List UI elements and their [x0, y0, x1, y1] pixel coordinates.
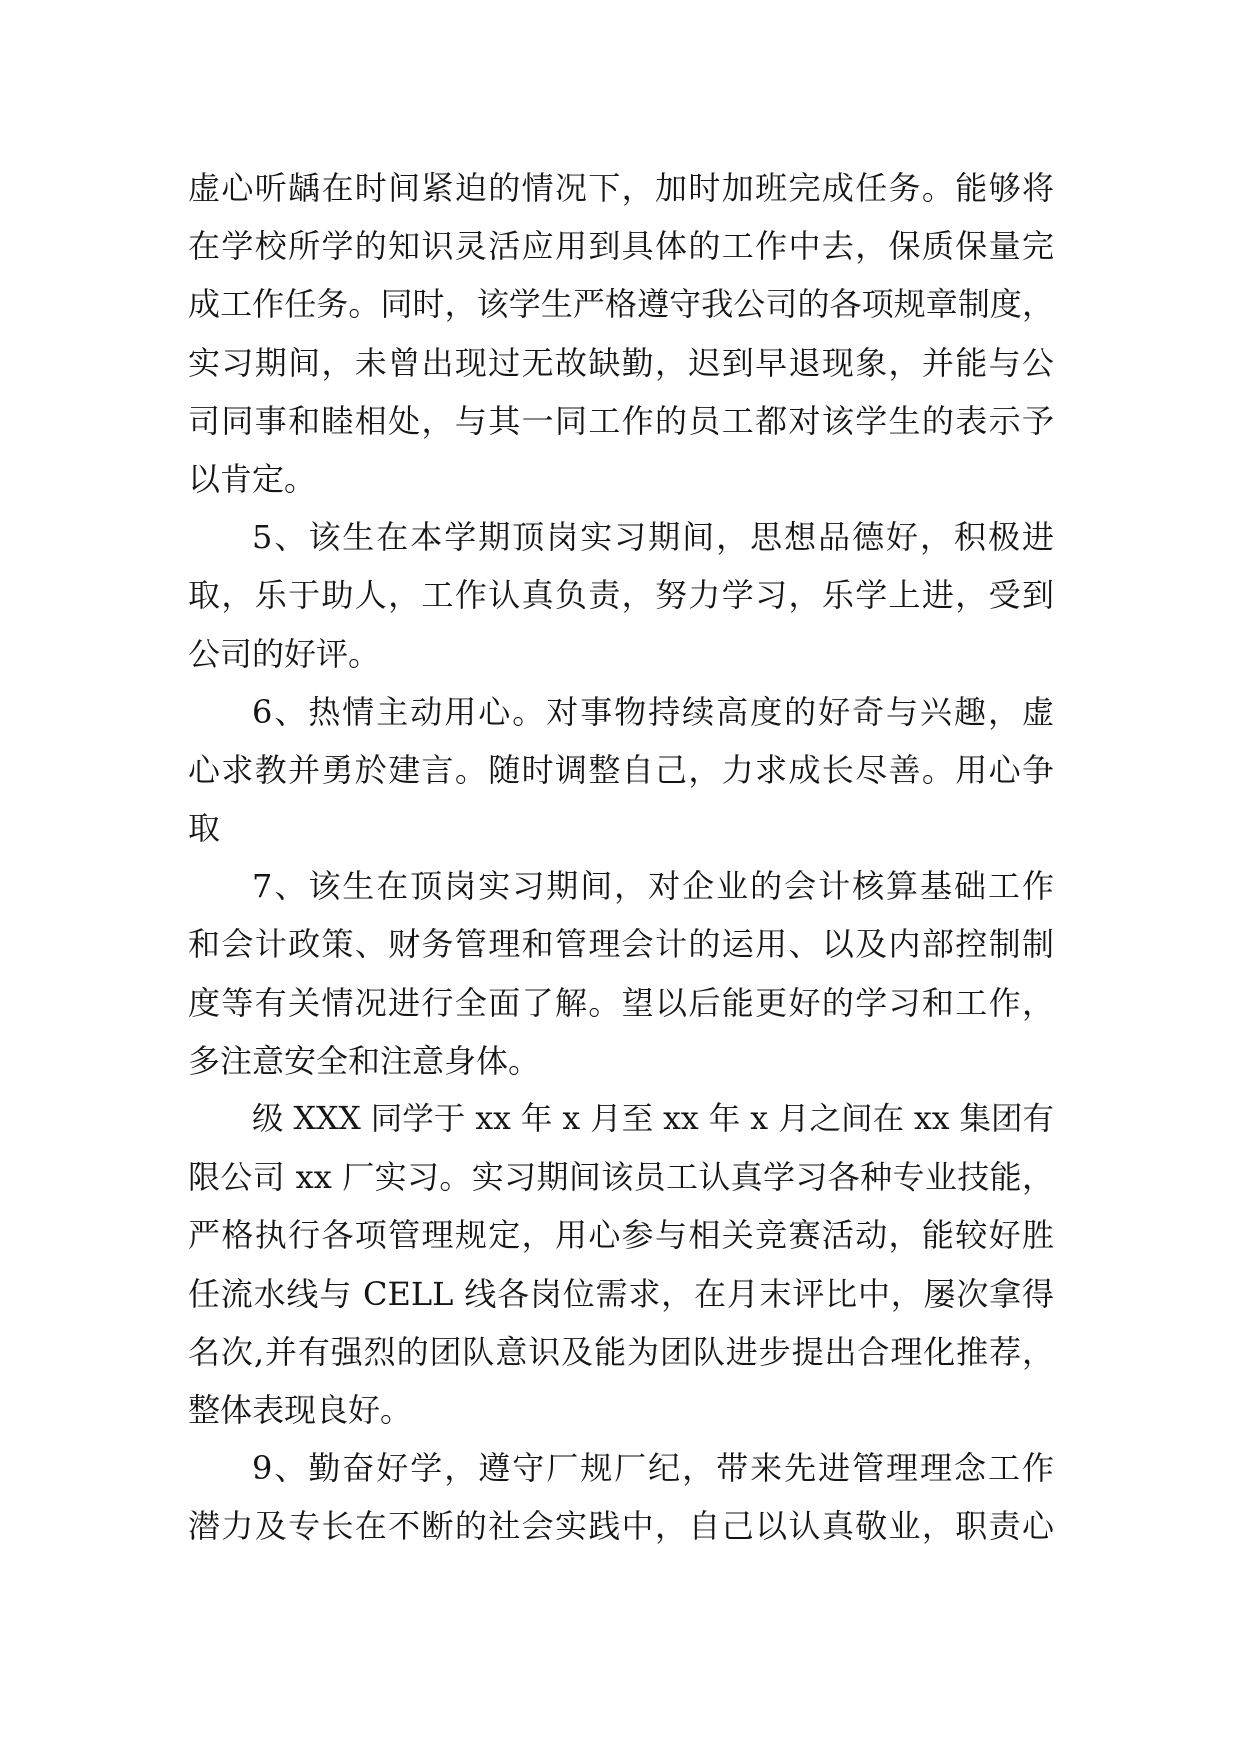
text-line: 公司的好评。 [188, 634, 381, 673]
text-line: 级 XXX 同学于 xx 年 x 月至 xx 年 x 月之间在 xx 集团有 [252, 1101, 1054, 1137]
document-body [188, 159, 1054, 1556]
text-line: 潜力及专长在不断的社会实践中，自己以认真敬业，职责心 [188, 1507, 1054, 1546]
text-line: 度等有关情况进行全面了解。望以后能更好的学习和工作， [188, 983, 1054, 1022]
text-line: 多注意安全和注意身体。 [188, 1041, 541, 1080]
text-line: 实习期间，未曾出现过无故缺勤，迟到早退现象，并能与公 [188, 343, 1054, 382]
paragraph [188, 508, 1054, 683]
paragraph [188, 857, 1054, 1090]
text-line: 成工作任务。同时，该学生严格遵守我公司的各项规章制度， [188, 285, 1054, 324]
paragraph [188, 1439, 1054, 1555]
paragraph [188, 683, 1054, 858]
text-line: 取，乐于助人，工作认真负责，努力学习，乐学上进，受到 [188, 576, 1054, 615]
text-line: 司同事和睦相处，与其一同工作的员工都对该学生的表示予 [188, 401, 1054, 440]
text-line: 严格执行各项管理规定，用心参与相关竞赛活动，能较好胜 [188, 1216, 1054, 1255]
text-line: 任流水线与 CELL 线各岗位需求，在月末评比中，屡次拿得 [188, 1274, 1054, 1313]
text-line: 7、该生在顶岗实习期间，对企业的会计核算基础工作 [252, 867, 1054, 906]
text-line: 6、热情主动用心。对事物持续高度的好奇与兴趣，虚 [252, 692, 1054, 731]
paragraph [188, 1090, 1054, 1439]
text-line: 限公司 xx 厂实习。实习期间该员工认真学习各种专业技能， [188, 1158, 1054, 1197]
text-line: 9、勤奋好学，遵守厂规厂纪，带来先进管理理念工作 [252, 1449, 1054, 1488]
text-line: 整体表现良好。 [188, 1390, 413, 1429]
text-line: 名次,并有强烈的团队意识及能为团队进步提出合理化推荐， [188, 1332, 1054, 1371]
paragraph [188, 159, 1054, 508]
text-line: 和会计政策、财务管理和管理会计的运用、以及内部控制制 [188, 925, 1054, 964]
text-line: 5、该生在本学期顶岗实习期间，思想品德好，积极进 [252, 518, 1054, 557]
text-line: 以肯定。 [188, 459, 317, 498]
text-line: 在学校所学的知识灵活应用到具体的工作中去，保质保量完 [188, 227, 1054, 266]
text-line: 虚心听龋在时间紧迫的情况下，加时加班完成任务。能够将 [188, 169, 1054, 207]
text-line: 心求教并勇於建言。随时调整自己，力求成长尽善。用心争 [188, 750, 1054, 789]
text-line: 取 [188, 809, 221, 848]
